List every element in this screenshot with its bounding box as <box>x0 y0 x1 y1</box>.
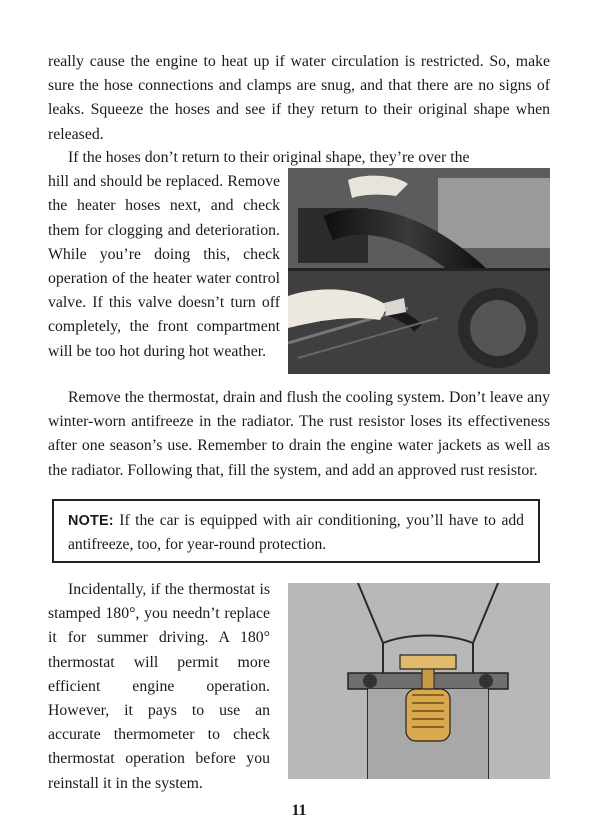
note-text: If the car is equipped with air conditioning, you’ll have to add antifreeze, too, for year-round protection. <box>68 512 524 553</box>
engine-hose-photo <box>288 168 550 374</box>
paragraph-flush-cooling: Remove the thermostat, drain and flush the cooling system. Don’t leave any winter-worn antifreeze in the radiator. The rust resistor loses its effectiveness after one season’s use. Remember to drain the engine water jackets as well as the radiator. Following that, fill the system, and add an approved rust resistor. <box>48 389 550 479</box>
note-box <box>52 499 540 563</box>
paragraph-heater-hoses-first-line: If the hoses don’t return to their original shape, they’re over the <box>68 149 470 166</box>
engine-hose-photo-image <box>288 168 550 374</box>
paragraph-heater-hoses-body: hill and should be replaced. Remove the heater hoses next, and check them for clogging and deterioration. While you’re doing this, check operation of the heater water control valve. If this valve doesn’t turn off completely, the front compartment will be too hot during hot weather. <box>48 173 280 360</box>
thermostat-diagram-image <box>288 583 550 779</box>
thermostat-diagram <box>288 583 550 779</box>
paragraph-hose-connections: really cause the engine to heat up if water circulation is restricted. So, make sure the hose connections and clamps are snug, and that there are no signs of leaks. Squeeze the hoses and see if they return to their original shape when released. <box>48 53 550 143</box>
page <box>48 0 550 840</box>
paragraph-thermostat: Incidentally, if the thermostat is stamped 180°, you needn’t replace it for summer driving. A 180° thermostat will permit more efficient engine operation. However, it pays to use an accurate thermometer to check thermostat operation before you reinstall it in the system. <box>48 581 270 792</box>
page-number: 11 <box>291 802 307 819</box>
note-label: NOTE: <box>68 513 114 529</box>
